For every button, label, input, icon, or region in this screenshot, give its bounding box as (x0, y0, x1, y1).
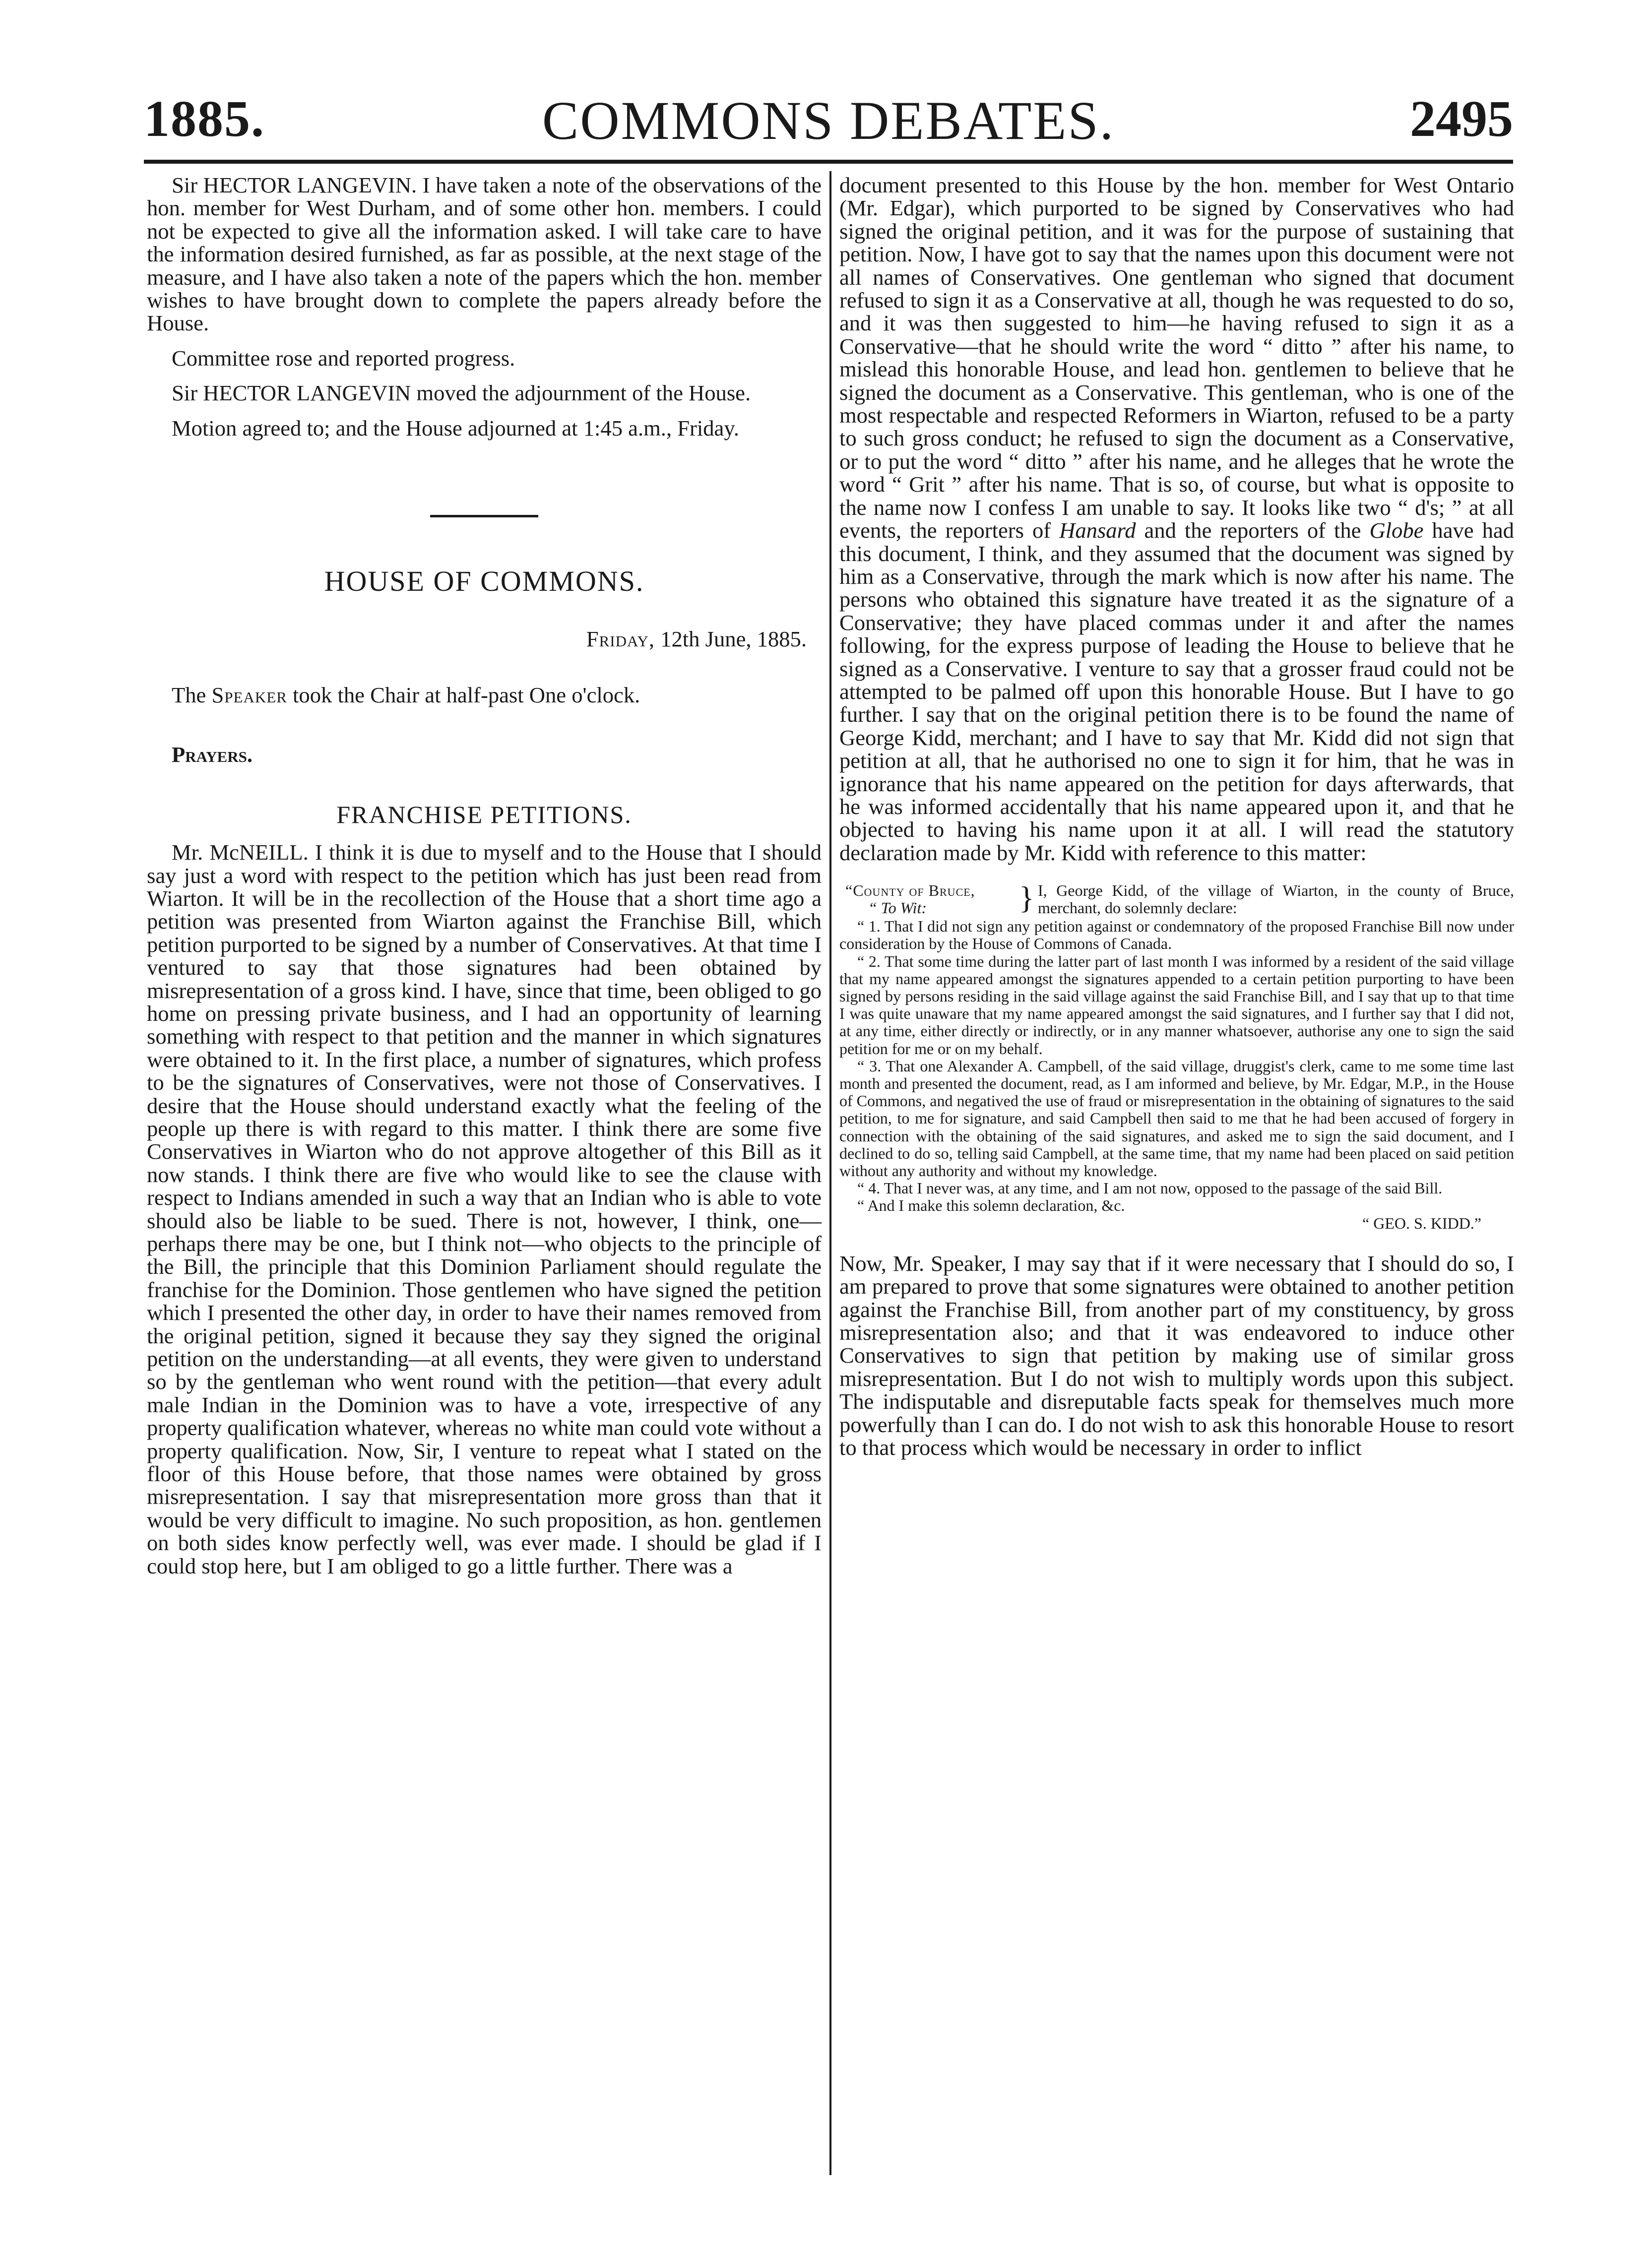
right-column (839, 174, 1514, 1471)
speaker-name: Mr. McNEILL. (172, 840, 309, 865)
italic-globe: Globe (1369, 518, 1424, 543)
header-rule (144, 160, 1513, 164)
italic-hansard: Hansard (1059, 518, 1136, 543)
section-divider-rule (430, 515, 538, 517)
speaker-name: Sir HECTOR LANGEVIN. (172, 173, 417, 197)
speaker-took-chair (147, 684, 822, 706)
declaration-county: “County of Bruce, (845, 881, 975, 900)
declaration-venue (845, 882, 1019, 917)
subheading-franchise-petitions: FRANCHISE PETITIONS. (336, 800, 632, 828)
date-rest: 12th June, 1885. (660, 626, 807, 652)
paragraph-text: Motion agreed to; and the House adjourned at 1:45 a.m., Friday. (172, 415, 739, 440)
paragraph-further-petitions: Now, Mr. Speaker, I may say that if it were necessary that I should do so, I am prepared to prove that some signatures were obtained to another petition against the Franchise Bill, from another part of my constituency, by gross misrepresentation also; and that it was endeavored to induce other Conservatives to sign that petition by making use of similar gross misrepresentation. But I do not wish to multiply words upon this subject. The indisputable and disreputable facts speak for themselves much more powerfully than I can do. I do not wish to ask this honorable House to resort to that process which would be necessary in order to inflict (839, 1251, 1514, 1460)
paragraph-mcneill (147, 841, 822, 1577)
statutory-declaration (839, 882, 1514, 1232)
declaration-item-3: “ 3. That one Alexander A. Campbell, of the said village, druggist's clerk, came to me some time last month and presented the document, read, as I am informed and believe, by Mr. Edgar, M.P., in the House of Commons, and negatived the use of fraud or misrepresentation in the obtaining of signatures to the said petition, to me for signature, and said Campbell then said to me that he had been accused of forgery in connection with the obtaining of the said signatures, and asked me to sign the said document, and I declined to do so, telling said Campbell, at the same time, that my name had been placed on said petition without any authority and without my knowledge. (839, 1057, 1514, 1180)
paragraph-text: I think it is due to myself and to the House that I should say just a word with respect to the petition which has just been read from Wiarton. It will be in the recollection of the House that a short time ago a petition was presented from Wiarton against the Franchise Bill, which petition purported to be signed by a number of Conservatives. At that time I ventured to say that those signatures had been obtained by misrepresentation of a gross kind. I have, since that time, been obliged to go home on pressing private business, and I had an opportunity of learning something with respect to that petition and the manner in which signatures were obtained to it. In the first place, a number of signatures, which profess to be the signatures of Conservatives, were not those of Conservatives. I desire that the House should understand exactly what the feeling of the people up there is with regard to this matter. I think there are some five Conservatives in Wiarton who do not approve altogether of this Bill as it now stands. I think there are five who would like to see the clause with respect to Indians amended in such a way that an Indian who is able to vote should also be liable to be sued. There is not, however, I think, one—perhaps there may be one, but I think not—who objects to the principle of the Bill, the principle that this Dominion Parliament should regulate the franchise for the Dominion. Those gentlemen who have signed the petition which I presented the other day, in order to have their names removed from the original petition, signed it because they say they signed the original petition on the understanding—at all events, they were given to understand so by the gentleman who went round with the petition—that every adult male Indian in the Dominion was to have a vote, irrespective of any property qualification whatever, whereas no white man could vote without a property qualification. Now, Sir, I venture to repeat what I stated on the floor of this House before, that those names were obtained by gross misrepresentation. I say that misrepresentation more gross than that it would be very difficult to imagine. No such proposition, as hon. gentlemen on both sides know perfectly well, was ever made. I should be glad if I could stop here, but I am obliged to go a little further. There was a (147, 840, 822, 1578)
declaration-item-2: “ 2. That some time during the latter part of last month I was informed by a resident of the said village that my name appeared amongst the signatures appended to a certain petition purporting to have been signed by persons residing in the said village against the said Franchise Bill, and I say that up to that time I was quite unaware that my name appeared amongst the said signatures, and I further say that I did not, at any time, either directly or indirectly, or in any manner whatsoever, authorise any one to sign the said petition for me or on my behalf. (839, 952, 1514, 1058)
paragraph-motion-agreed (147, 417, 822, 439)
prayers-line: Prayers. (172, 742, 253, 767)
declaration-intro: I, George Kidd, of the village of Wiarton, in the county of Bruce, merchant, do solemnly declare: (1038, 881, 1514, 917)
header-year: 1885. (144, 90, 265, 147)
declaration-heading (839, 882, 1514, 918)
date-day: Friday, (586, 626, 655, 652)
declaration-item-1: “ 1. That I did not sign any petition against or condemnatory of the proposed Franchise Bill now under consideration by the House of Commons of Canada. (839, 917, 1514, 953)
speaker-word: Speaker (211, 682, 287, 707)
paragraph-committee-rose (147, 347, 822, 370)
declaration-signature: “ GEO. S. KIDD.” (1362, 1214, 1481, 1232)
speaker-line-after: took the Chair at half-past One o'clock. (293, 682, 640, 707)
paragraph-text-a: document presented to this House by the hon. member for West Ontario (Mr. Edgar), which purported to be signed by Conservatives who had signed the original petition, and it was for the purpose of sustaining that petition. Now, I have got to say that the names upon this document were not all names of Conservatives. One gentleman who signed that document refused to sign it as a Conservative at all, though he was requested to do so, and it was then suggested to him—he having refused to sign it as a Conservative—that he should write the word “ ditto ” after his name, to mislead this honorable House, and lead hon. gentlemen to believe that he signed the document as a Conservative. This gentleman, who is one of the most respectable and respected Reformers in Wiarton, refused to be a party to such gross conduct; he refused to sign the document as a Conservative, or to put the word “ ditto ” after his name, and he alleges that he wrote the word “ Grit ” after his name. That is so, of course, but what is opposite to the name now I confess I am unable to say. It looks like two “ d's; ” at all events, the reporters of (839, 173, 1514, 543)
paragraph-continued (839, 174, 1514, 864)
speaker-line-before: The (172, 682, 206, 707)
sitting-date (147, 627, 807, 650)
left-column (147, 174, 822, 1589)
paragraph-text: I have taken a note of the observations of the hon. member for West Durham, and of some other hon. members. I could not be expected to give all the information asked. I will take care to have the information desired furnished, as far as possible, at the next stage of the measure, and I have also taken a note of the papers which the hon. member wishes to have brought down to complete the papers already before the House. (147, 173, 822, 336)
paragraph-langevin-notes (147, 174, 822, 335)
page-header (144, 74, 1513, 159)
paragraph-text: moved the adjournment of the House. (416, 380, 751, 406)
brace-glyph: } (1019, 880, 1034, 916)
header-title: COMMONS DEBATES. (542, 90, 1115, 151)
declaration-to-wit: “ To Wit: (868, 899, 927, 917)
paragraph-text-b: and the reporters of the (1144, 518, 1361, 543)
paragraph-adjournment (147, 381, 822, 404)
header-page-number: 2495 (1410, 90, 1513, 147)
paragraph-text-c: have had this document, I think, and they assumed that the document was signed by him as a Conservative, through the mark which is now after his name. The persons who obtained this signature have treated it as the signature of a Conservative; they have placed commas under it and after the names following, for the express purpose of leading the House to believe that he signed as a Conservative. I venture to say that a grosser fraud could not be attempted to be palmed off upon this honorable House. But I have to go further. I say that on the original petition there is to be found the name of George Kidd, merchant; and I have to say that Mr. Kidd did not sign that petition at all, that he authorised no one to sign it for him, that he was in ignorance that his name appeared on the petition for days afterwards, that he was informed accidentally that his name appeared upon it, and that he objected to having his name upon it at all. I will read the statutory declaration made by Mr. Kidd with reference to this matter: (839, 518, 1514, 865)
paragraph-text: Committee rose and reported progress. (172, 345, 515, 371)
declaration-item-4: “ 4. That I never was, at any time, and I am not now, opposed to the passage of the said Bill. (857, 1179, 1443, 1197)
section-heading: HOUSE OF COMMONS. (324, 565, 644, 598)
speaker-name: Sir HECTOR LANGEVIN (172, 380, 411, 406)
declaration-closing: “ And I make this solemn declaration, &c. (857, 1196, 1125, 1215)
column-divider (829, 171, 831, 2175)
